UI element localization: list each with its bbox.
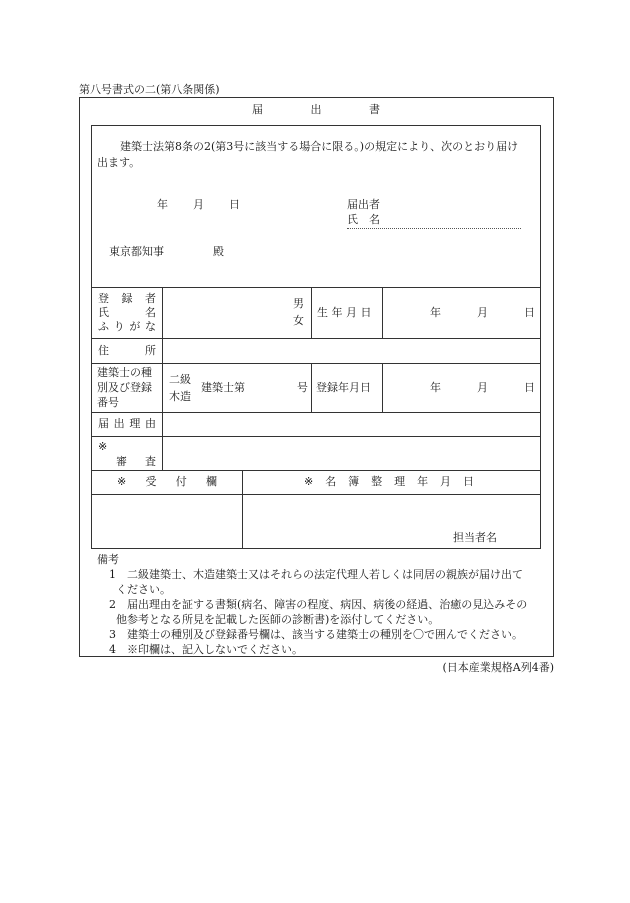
applicant-name-field[interactable] — [347, 228, 521, 229]
applicant-label: 届出者 — [347, 198, 380, 211]
type-label-line1: 建築士の種 — [97, 366, 152, 379]
applicant-name-label: 氏 名 — [347, 213, 380, 226]
type-label-line2: 別及び登録 — [97, 381, 152, 394]
reason-label: 届 出 理 由 — [98, 417, 156, 430]
paper-size-note: (日本産業規格A列4番) — [442, 661, 554, 674]
title-char: 書 — [369, 103, 380, 116]
type-number-suffix: 号 — [297, 381, 308, 394]
col-divider — [382, 363, 383, 412]
col-divider — [311, 363, 312, 412]
row-divider — [91, 363, 541, 364]
birth-year-unit: 年 — [430, 306, 441, 319]
review-label: 審 査 — [116, 455, 156, 468]
title-char: 届 — [252, 103, 263, 116]
note-1-line1: 二級建築士、木造建築士又はそれらの法定代理人若しくは同居の親族が届け出て — [127, 568, 523, 581]
row-divider — [91, 494, 541, 495]
reg-year-unit: 年 — [430, 381, 441, 394]
note-1-line2: ください。 — [116, 583, 171, 596]
intro-text-line1: 建築士法第8条の2(第3号に該当する場合に限る。)の規定により、次のとおり届け — [120, 140, 519, 153]
note-number: 2 — [109, 598, 116, 611]
row-divider — [91, 287, 541, 288]
col-divider — [242, 470, 243, 549]
intro-text-line2: 出ます。 — [97, 156, 141, 169]
reg-month-unit: 月 — [477, 381, 488, 394]
type-label-line3: 番号 — [97, 396, 119, 409]
type-wooden[interactable]: 木造 — [169, 390, 191, 403]
note-2-line2: 他参考となる所見を記載した医師の診断書)を添付してください。 — [116, 613, 440, 626]
review-mark: ※ — [98, 440, 108, 453]
registrant-name-field[interactable] — [163, 288, 287, 338]
form-title — [252, 103, 380, 117]
addressee: 東京都知事 — [109, 245, 164, 258]
row-divider — [91, 436, 541, 437]
register-header: ※ 名 簿 整 理 年 月 日 — [304, 475, 474, 488]
date-year-label: 年 — [157, 198, 168, 211]
notes-title: 備考 — [97, 553, 119, 566]
note-number: 4 — [109, 643, 116, 656]
birth-day-unit: 日 — [524, 306, 535, 319]
person-in-charge-label: 担当者名 — [453, 531, 497, 544]
note-number: 3 — [109, 628, 116, 641]
note-number: 1 — [109, 568, 116, 581]
reception-header: ※ 受 付 欄 — [117, 475, 217, 488]
note-2-line1: 届出理由を証する書類(病名、障害の程度、病因、病後の経過、治癒の見込みその — [127, 598, 528, 611]
name-label: 氏 名 — [98, 306, 156, 319]
addressee-suffix: 殿 — [213, 245, 224, 258]
type-middle-label: 建築士第 — [201, 381, 245, 394]
birth-month-unit: 月 — [477, 306, 488, 319]
reg-day-unit: 日 — [524, 381, 535, 394]
date-month-label: 月 — [193, 198, 204, 211]
form-label: 第八号書式の二(第八条関係) — [79, 83, 220, 96]
col-divider — [382, 287, 383, 338]
registration-date-label: 登録年月日 — [316, 381, 371, 394]
birth-date-label: 生 年 月 日 — [317, 306, 372, 319]
type-second-class[interactable]: 二級 — [169, 373, 191, 386]
sex-male[interactable]: 男 — [293, 297, 304, 310]
row-divider — [91, 470, 541, 471]
col-divider — [311, 287, 312, 338]
sex-female[interactable]: 女 — [293, 314, 304, 327]
title-char: 出 — [310, 103, 322, 116]
furigana-label: ふ り が な — [98, 320, 156, 333]
date-day-label: 日 — [229, 198, 240, 211]
note-3-line1: 建築士の種別及び登録番号欄は、該当する建築士の種別を〇で囲んでください。 — [127, 628, 523, 641]
address-field[interactable] — [163, 339, 540, 363]
note-4-line1: ※印欄は、記入しないでください。 — [127, 643, 303, 656]
reason-field[interactable] — [163, 413, 540, 436]
registrant-label: 登 録 者 — [98, 292, 156, 305]
address-label: 住 所 — [98, 344, 156, 357]
